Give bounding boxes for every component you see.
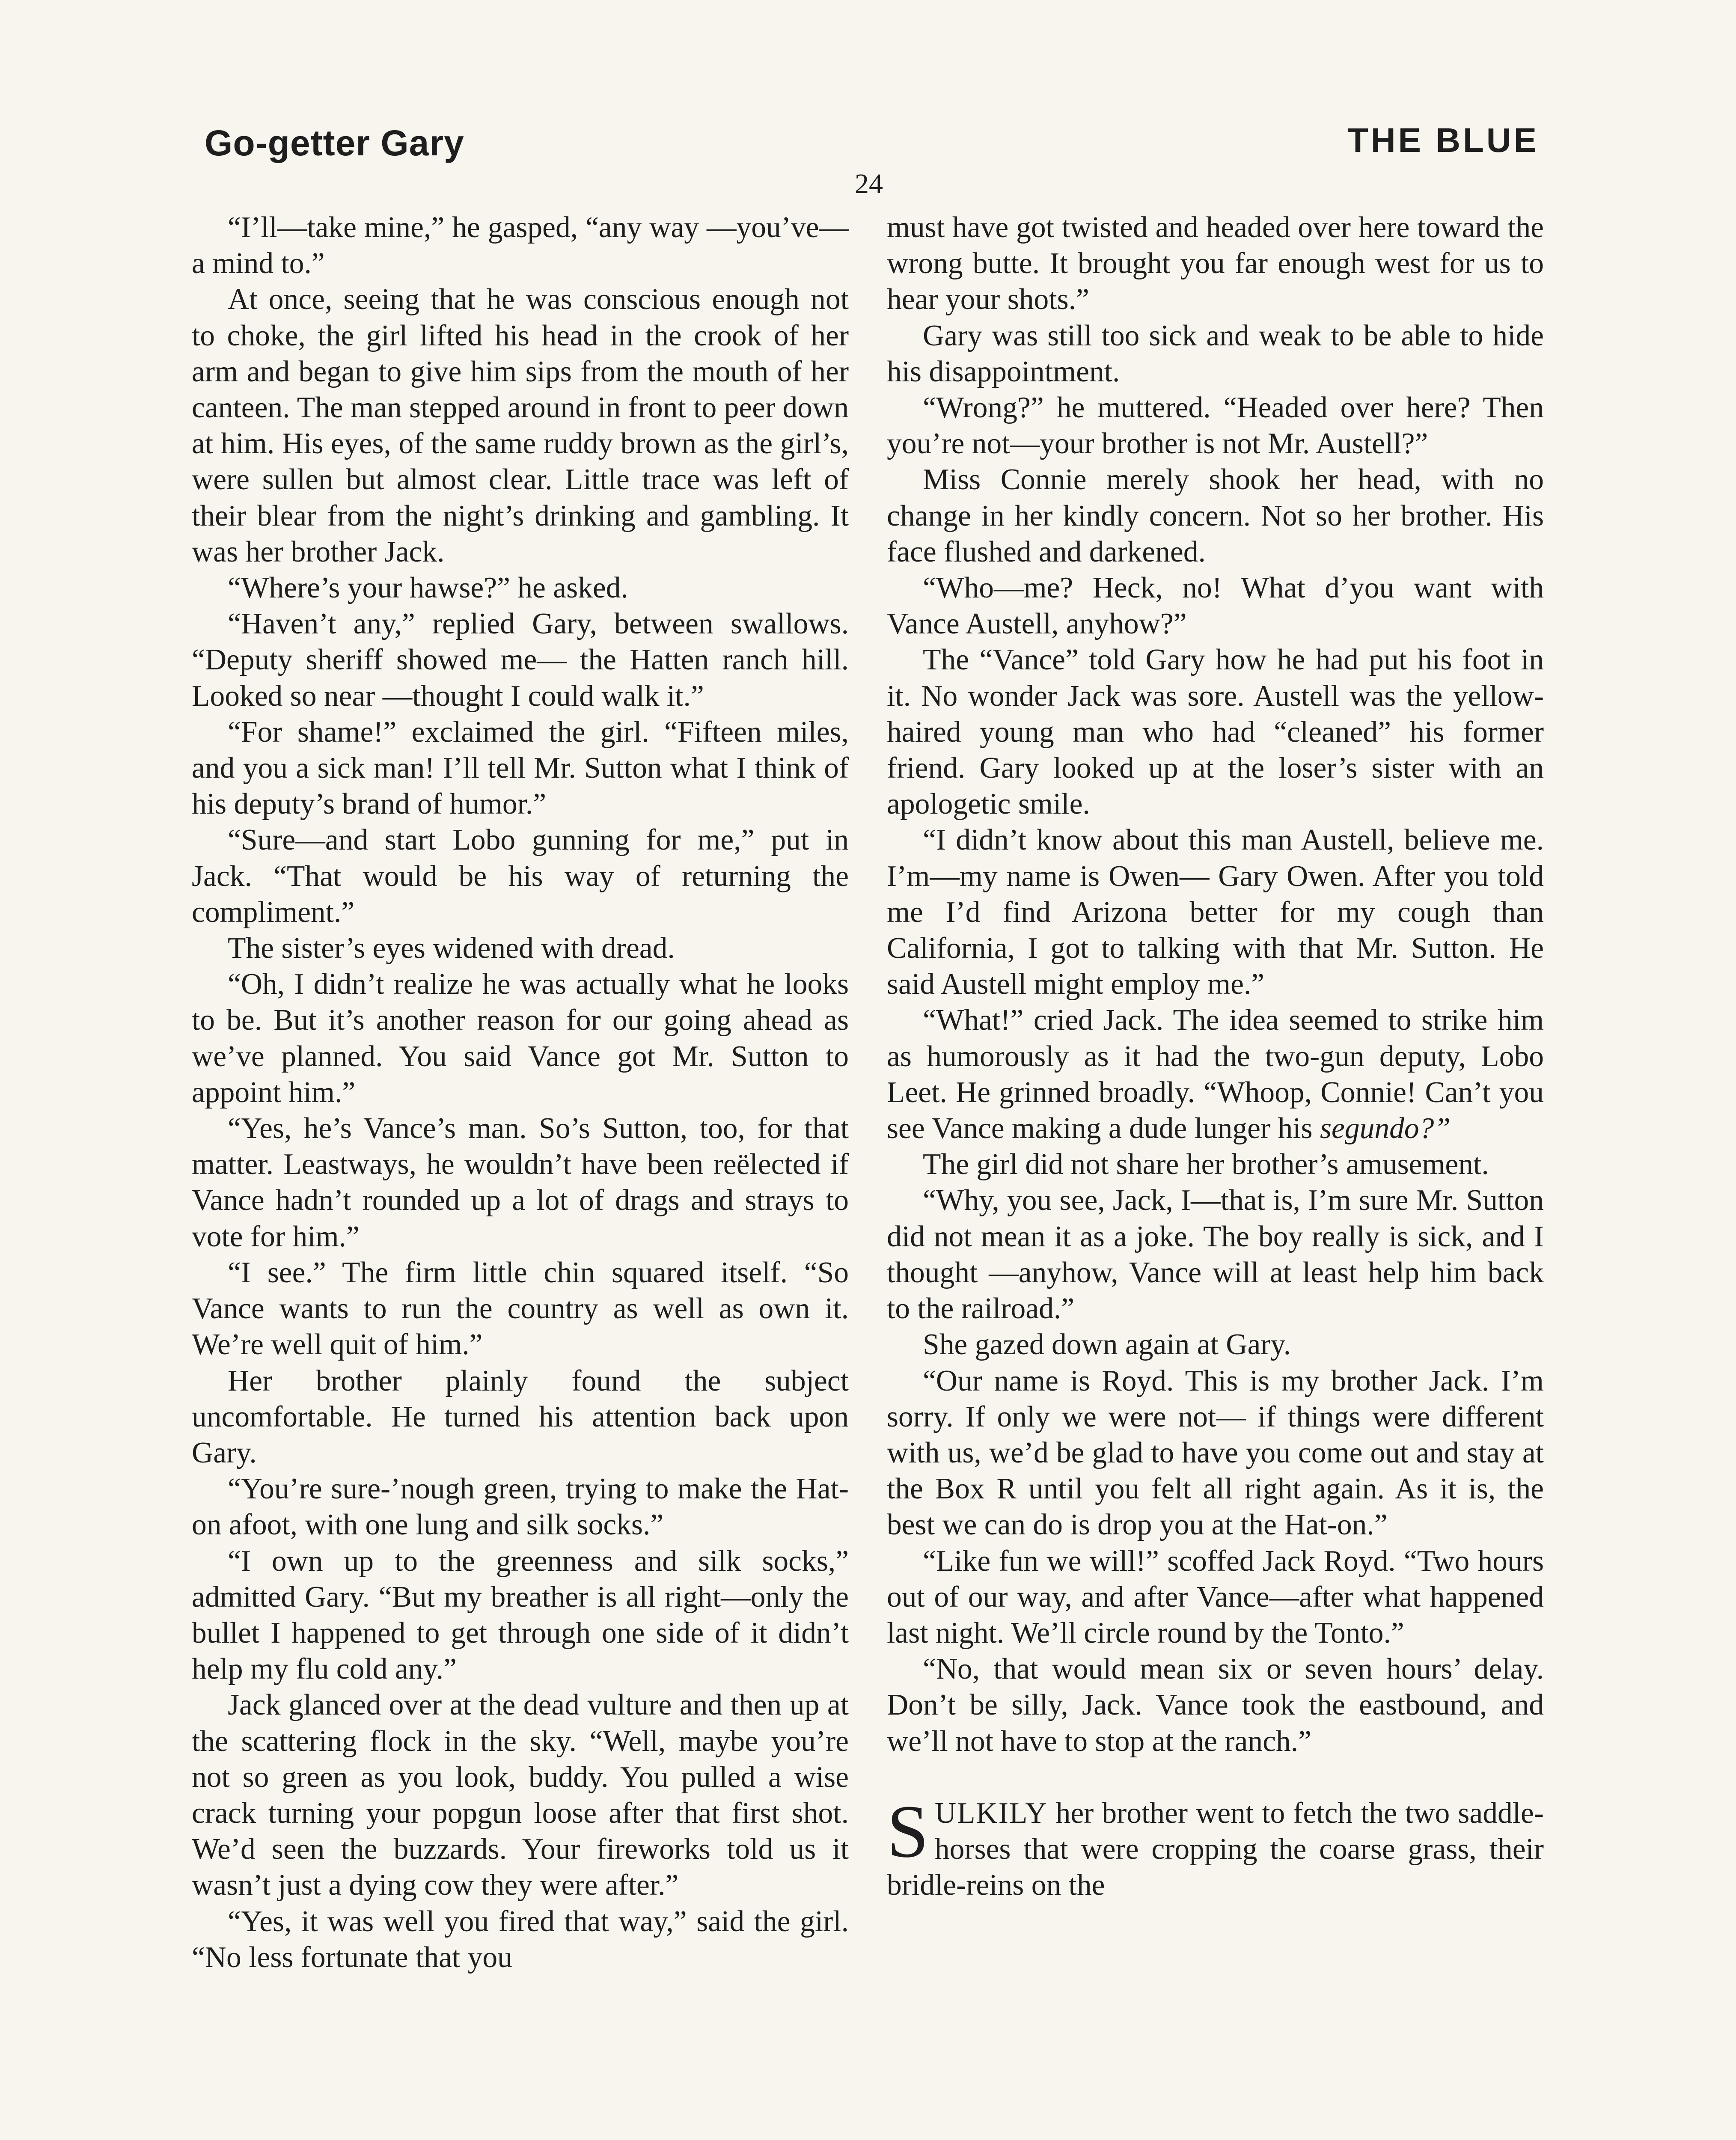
paragraph: “I own up to the greenness and silk socks,” admitted Gary. “But my breather is all right—only the bullet I happened to get through one side of it didn’t help my flu cold any.” bbox=[192, 1544, 849, 1686]
paragraph: Jack glanced over at the dead vulture and then up at the scattering flock in the sky. “Well, maybe you’re not so green as you look, buddy. You pulled a wise crack turning your popgun loose after that first shot. We’d seen the buzzards. Your fireworks told us it wasn’t just a dying cow they were after.” bbox=[192, 1688, 849, 1902]
paragraph: The “Vance” told Gary how he had put his foot in it. No wonder Jack was sore. Austell was the yellow-haired young man who had “cleaned” his former friend. Gary looked up at the loser’s sister with an apologetic smile. bbox=[887, 643, 1544, 821]
paragraph: “No, that would mean six or seven hours’ delay. Don’t be silly, Jack. Vance took the eastbound, and we’ll not have to stop at the ranch.” bbox=[887, 1653, 1544, 1758]
paragraph: At once, seeing that he was conscious enough not to choke, the girl lifted his head in the crook of her arm and began to give him sips from the mouth of her canteen. The man stepped around in front to peer down at him. His eyes, of the same ruddy brown as the girl’s, were sullen but almost clear. Little trace was left of their blear from the night’s drinking and gambling. It was her brother Jack. bbox=[192, 283, 849, 568]
section-opening-paragraph bbox=[887, 1789, 1544, 1904]
left-text-column bbox=[192, 210, 849, 1976]
drop-cap: S bbox=[887, 1789, 929, 1873]
running-head-magazine-title: THE BLUE bbox=[1347, 121, 1539, 159]
paragraph: “Where’s your hawse?” he asked. bbox=[228, 571, 628, 605]
paragraph: “Oh, I didn’t realize he was actually what he looks to be. But it’s another reason for our going ahead as we’ve planned. You said Vance got Mr. Sutton to appoint him.” bbox=[192, 968, 849, 1109]
page-number: 24 bbox=[855, 168, 883, 199]
paragraph: “Why, you see, Jack, I—that is, I’m sure Mr. Sutton did not mean it as a joke. The boy really is sick, and I thought —anyhow, Vance will at least help him back to the railroad.” bbox=[887, 1184, 1544, 1326]
paragraph: She gazed down again at Gary. bbox=[923, 1328, 1291, 1361]
section-text: her brother went to fetch the two saddle-horses that were cropping the coarse grass, their bridle-reins on the bbox=[887, 1796, 1544, 1902]
paragraph: “Yes, he’s Vance’s man. So’s Sutton, too, for that matter. Leastways, he wouldn’t have been reëlected if Vance hadn’t rounded up a lot of drags and strays to vote for him.” bbox=[192, 1112, 849, 1253]
right-text-column bbox=[887, 210, 1544, 1903]
paragraph-continued: must have got twisted and headed over here toward the wrong butte. It brought you far enough west for us to hear your shots.” bbox=[887, 211, 1544, 316]
paragraph-text: “What!” cried Jack. The idea seemed to strike him as humorously as it had the two-gun deputy, Lobo Leet. He grinned broadly. “Whoop, Connie! Can’t you see Vance making a dude lunger his bbox=[887, 1004, 1544, 1145]
paragraph: “Our name is Royd. This is my brother Jack. I’m sorry. If only we were not— if things were different with us, we’d be glad to have you come out and stay at the Box R until you felt all right again. As it is, the best we can do is drop you at the Hat-on.” bbox=[887, 1364, 1544, 1542]
running-head-story-title: Go-getter Gary bbox=[205, 123, 464, 163]
paragraph: “I didn’t know about this man Austell, believe me. I’m—my name is Owen— Gary Owen. After you told me I’d find Arizona better for my cough than California, I got to talking with that Mr. Sutton. He said Austell might employ me.” bbox=[887, 823, 1544, 1001]
paragraph: “For shame!” exclaimed the girl. “Fifteen miles, and you a sick man! I’ll tell Mr. Sutton what I think of his deputy’s brand of humor.” bbox=[192, 715, 849, 821]
italic-word: segundo?” bbox=[1320, 1112, 1451, 1145]
paragraph-with-italic bbox=[887, 1002, 1544, 1147]
paragraph: “Like fun we will!” scoffed Jack Royd. “Two hours out of our way, and after Vance—after what happened last night. We’ll circle round by the Tonto.” bbox=[887, 1544, 1544, 1650]
paragraph: “Who—me? Heck, no! What d’you want with Vance Austell, anyhow?” bbox=[887, 571, 1544, 641]
paragraph: “You’re sure-’nough green, trying to make the Hat-on afoot, with one lung and silk socks.” bbox=[192, 1472, 849, 1542]
paragraph: “Yes, it was well you fired that way,” said the girl. “No less fortunate that you bbox=[192, 1905, 849, 1974]
paragraph: Her brother plainly found the subject uncomfortable. He turned his attention back upon Gary. bbox=[192, 1364, 849, 1469]
paragraph: “Haven’t any,” replied Gary, between swallows. “Deputy sheriff showed me— the Hatten ranch hill. Looked so near —thought I could walk it.” bbox=[192, 607, 849, 713]
paragraph: “I’ll—take mine,” he gasped, “any way —you’ve—a mind to.” bbox=[192, 211, 849, 280]
paragraph: The sister’s eyes widened with dread. bbox=[228, 932, 675, 965]
paragraph: “Sure—and start Lobo gunning for me,” put in Jack. “That would be his way of returning the compliment.” bbox=[192, 823, 849, 929]
small-caps-word: ULKILY bbox=[934, 1796, 1048, 1830]
paragraph: The girl did not share her brother’s amusement. bbox=[923, 1148, 1489, 1181]
paragraph: Gary was still too sick and weak to be able to hide his disappointment. bbox=[887, 319, 1544, 388]
paragraph: “Wrong?” he muttered. “Headed over here? Then you’re not—your brother is not Mr. Austell?” bbox=[887, 391, 1544, 461]
paragraph: Miss Connie merely shook her head, with no change in her kindly concern. Not so her brother. His face flushed and darkened. bbox=[887, 463, 1544, 568]
paragraph: “I see.” The firm little chin squared itself. “So Vance wants to run the country as well as own it. We’re well quit of him.” bbox=[192, 1256, 849, 1361]
